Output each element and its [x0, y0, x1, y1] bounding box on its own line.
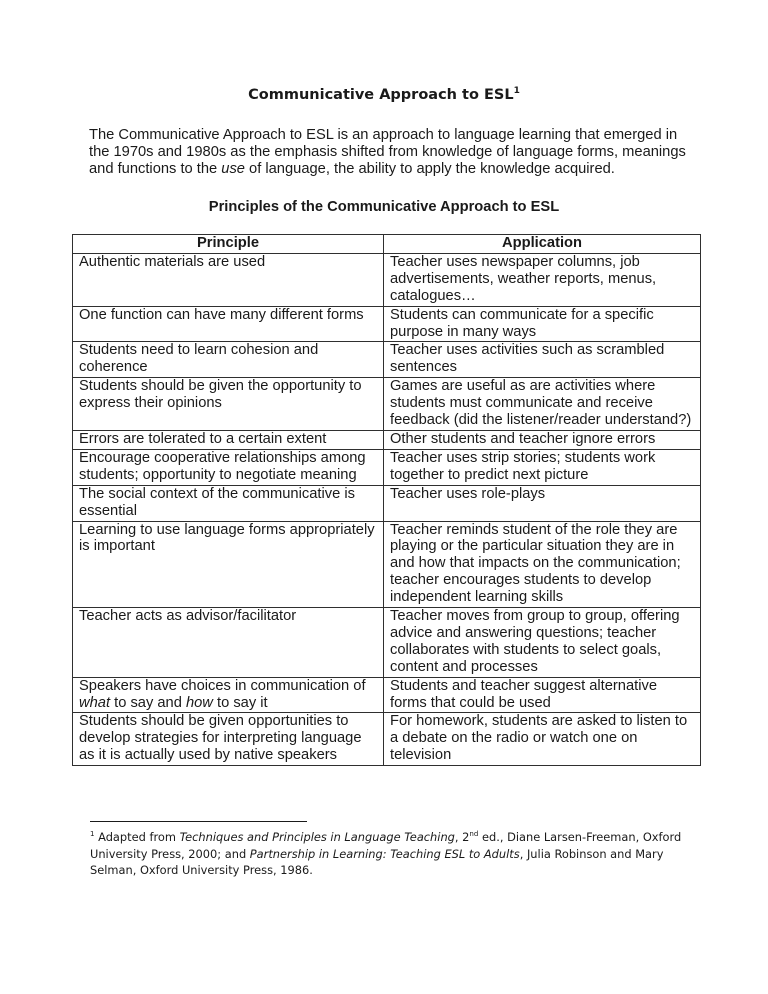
table-row — [73, 485, 701, 521]
application-cell: Teacher uses newspaper columns, job advertisements, weather reports, menus, catalogues… — [384, 253, 701, 306]
application-cell: Other students and teacher ignore errors — [384, 430, 701, 449]
application-cell: Students can communicate for a specific purpose in many ways — [384, 306, 701, 342]
table-row — [73, 713, 701, 766]
table-row — [73, 521, 701, 608]
principle-cell: One function can have many different forms — [73, 306, 384, 342]
principle-cell: Authentic materials are used — [73, 253, 384, 306]
column-header-application: Application — [384, 235, 701, 254]
application-cell: Teacher uses role-plays — [384, 485, 701, 521]
principle-cell: Encourage cooperative relationships among students; opportunity to negotiate meaning — [73, 449, 384, 485]
column-header-principle: Principle — [73, 235, 384, 254]
table-row — [73, 608, 701, 678]
footnote-text: Adapted from Techniques and Principles in Language Teaching, 2nd ed., Diane Larsen-Freeman, Oxford University Press, 2000; and Partnership in Learning: Teaching ESL to Adults, Julia Robinson and Mary Selman, Oxford University Press, 1986. — [90, 829, 682, 878]
application-cell: Students and teacher suggest alternative forms that could be used — [384, 677, 701, 713]
application-cell: Teacher uses strip stories; students work together to predict next picture — [384, 449, 701, 485]
table-title: Principles of the Communicative Approach to ESL — [208, 199, 560, 215]
principle-cell: Errors are tolerated to a certain extent — [73, 430, 384, 449]
table-row — [73, 342, 701, 378]
application-cell: Games are useful as are activities where students must communicate and receive feedback (did the listener/reader understand?) — [384, 378, 701, 431]
application-cell: For homework, students are asked to listen to a debate on the radio or watch one on television — [384, 713, 701, 766]
title-footnote-reference: 1 — [513, 86, 520, 97]
table-row — [73, 306, 701, 342]
application-cell: Teacher moves from group to group, offering advice and answering questions; teacher collaborates with students to select goals, content and processes — [384, 608, 701, 678]
table-row — [73, 677, 701, 713]
principle-cell: Students should be given opportunities to develop strategies for interpreting language as it is actually used by native speakers — [73, 713, 384, 766]
principle-cell: The social context of the communicative is essential — [73, 485, 384, 521]
principle-cell: Teacher acts as advisor/facilitator — [73, 608, 384, 678]
footnote-marker: 1 — [90, 829, 95, 839]
principle-cell: Learning to use language forms appropriately is important — [73, 521, 384, 608]
page-title — [0, 86, 768, 104]
principle-cell: Students should be given the opportunity to express their opinions — [73, 378, 384, 431]
page-title-text: Communicative Approach to ESL — [248, 87, 514, 103]
table-row — [73, 449, 701, 485]
footnote-separator — [90, 821, 307, 822]
footnote — [90, 829, 690, 879]
application-cell: Teacher uses activities such as scrambled sentences — [384, 342, 701, 378]
principle-cell: Students need to learn cohesion and coherence — [73, 342, 384, 378]
intro-paragraph: The Communicative Approach to ESL is an approach to language learning that emerged in the 1970s and 1980s as the emphasis shifted from knowledge of language forms, meanings and functions to the use of language, the ability to apply the knowledge acquired. — [89, 127, 686, 177]
table-row — [73, 430, 701, 449]
table-row — [73, 378, 701, 431]
principles-table — [72, 234, 701, 766]
table-row — [73, 253, 701, 306]
principles-table-body — [73, 253, 701, 765]
principle-cell: Speakers have choices in communication of what to say and how to say it — [73, 677, 384, 713]
application-cell: Teacher reminds student of the role they are playing or the particular situation they are in and how that impacts on the communication; teacher encourages students to develop independent learning skills — [384, 521, 701, 608]
table-header-row — [73, 235, 701, 254]
